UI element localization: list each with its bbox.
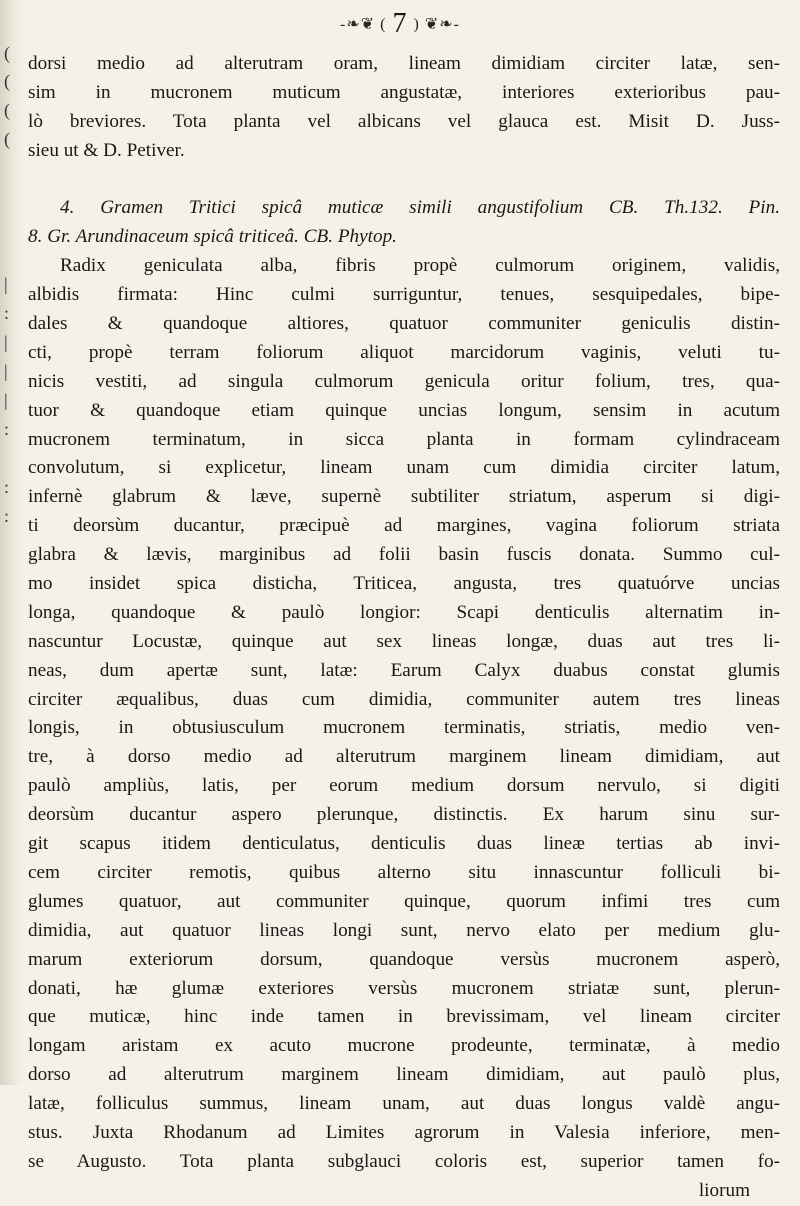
body-text [28,50,780,1206]
text-line: mo insidet spica disticha, Triticea, angusta, tres quatuórve uncias [28,573,780,595]
gutter-mark: : [4,477,10,497]
gutter-mark: : [4,419,10,439]
binding-gutter [0,0,22,1085]
text-line: ti deorsùm ducantur, præcipuè ad margines, vagina foliorum striata [28,515,780,537]
text-line: git scapus itidem denticulatus, denticulis duas lineæ tertias ab invi- [28,833,780,855]
gutter-mark: | [4,390,8,410]
text-line: deorsùm ducantur aspero plerunque, distinctis. Ex harum sinu sur- [28,804,780,826]
text-line: convolutum, si explicetur, lineam unam cum dimidia circiter latum, [28,457,780,479]
synonym-line: 8. Gr. Arundinaceum spicâ triticeâ. CB. Phytop. [28,226,397,248]
gutter-mark: | [4,274,8,294]
species-heading: 4. Gramen Tritici spicâ muticæ simili angustifolium CB. Th.132. Pin. [60,197,780,219]
ornament-left: -❧❦ ( [340,16,387,33]
text-line: longis, in obtusiusculum mucronem terminatis, striatis, medio ven- [28,717,780,739]
gutter-mark: ( [4,43,10,63]
text-line [28,166,780,195]
text-line: longa, quandoque & paulò longior: Scapi denticulis alternatim in- [28,601,780,623]
text-line: Radix geniculata alba, fibris propè culmorum originem, validis, [60,255,780,277]
text-line: cti, propè terram foliorum aliquot marcidorum vaginis, veluti tu- [28,341,780,363]
text-line: mucronem terminatum, in sicca planta in formam cylindraceam [28,428,780,450]
text-line: sim in mucronem muticum angustatæ, interiores exterioribus pau- [28,81,780,103]
page-header [0,8,800,48]
page-number: 7 [392,8,408,39]
text-line: paulò ampliùs, latis, per eorum medium dorsum nervulo, si digiti [28,775,780,797]
text-line: cem circiter remotis, quibus alterno situ innascuntur folliculi bi- [28,861,780,883]
gutter-mark: : [4,303,10,323]
gutter-mark: ( [4,129,10,149]
text-line: nicis vestiti, ad singula culmorum genicula oritur folium, tres, qua- [28,370,780,392]
text-line: sieu ut & D. Petiver. [28,139,185,161]
text-line: longam aristam ex acuto mucrone prodeunte, terminatæ, à medio [28,1035,780,1057]
text-line: se Augusto. Tota planta subglauci coloris est, superior tamen fo- [28,1150,780,1172]
text-line: marum exteriorum dorsum, quandoque versùs mucronem asperò, [28,948,780,970]
text-line: tre, à dorso medio ad alterutrum marginem lineam dimidiam, aut [28,746,780,768]
text-line: glabra & lævis, marginibus ad folii basin fuscis donata. Summo cul- [28,544,780,566]
text-line: dorso ad alterutrum marginem lineam dimidiam, aut paulò plus, [28,1064,780,1086]
text-line: tuor & quandoque etiam quinque uncias longum, sensim in acutum [28,399,780,421]
text-line: donati, hæ glumæ exteriores versùs mucronem striatæ sunt, plerun- [28,977,780,999]
text-line: nascuntur Locustæ, quinque aut sex lineas longæ, duas aut tres li- [28,630,780,652]
text-line: dorsi medio ad alterutram oram, lineam dimidiam circiter latæ, sen- [28,53,780,74]
text-line: glumes quatuor, aut communiter quinque, quorum infimi tres cum [28,890,780,912]
gutter-mark: ( [4,71,10,91]
text-line: albidis firmata: Hinc culmi surriguntur, tenues, sesquipedales, bipe- [28,284,780,306]
gutter-mark: ( [4,100,10,120]
text-line: stus. Juxta Rhodanum ad Limites agrorum in Valesia inferiore, men- [28,1121,780,1143]
text-line: dimidia, aut quatuor lineas longi sunt, nervo elato per medium glu- [28,919,780,941]
text-line: que muticæ, hinc inde tamen in brevissimam, vel lineam circiter [28,1006,780,1028]
catchword: liorum [698,1179,750,1201]
ornament-right: ) ❦❧- [413,16,460,33]
gutter-mark: | [4,361,8,381]
gutter-mark: | [4,332,8,352]
text-line: infernè glabrum & læve, supernè subtiliter striatum, asperum si digi- [28,486,780,508]
text-line: dales & quandoque altiores, quatuor communiter geniculis distin- [28,313,780,335]
text-line: neas, dum apertæ sunt, latæ: Earum Calyx duabus constat glumis [28,659,780,681]
gutter-mark: : [4,506,10,526]
text-line: circiter æqualibus, duas cum dimidia, communiter autem tres lineas [28,688,780,710]
text-line: latæ, folliculus summus, lineam unam, aut duas longus valdè angu- [28,1093,780,1115]
text-line: lò breviores. Tota planta vel albicans vel glauca est. Misit D. Juss- [28,110,780,132]
